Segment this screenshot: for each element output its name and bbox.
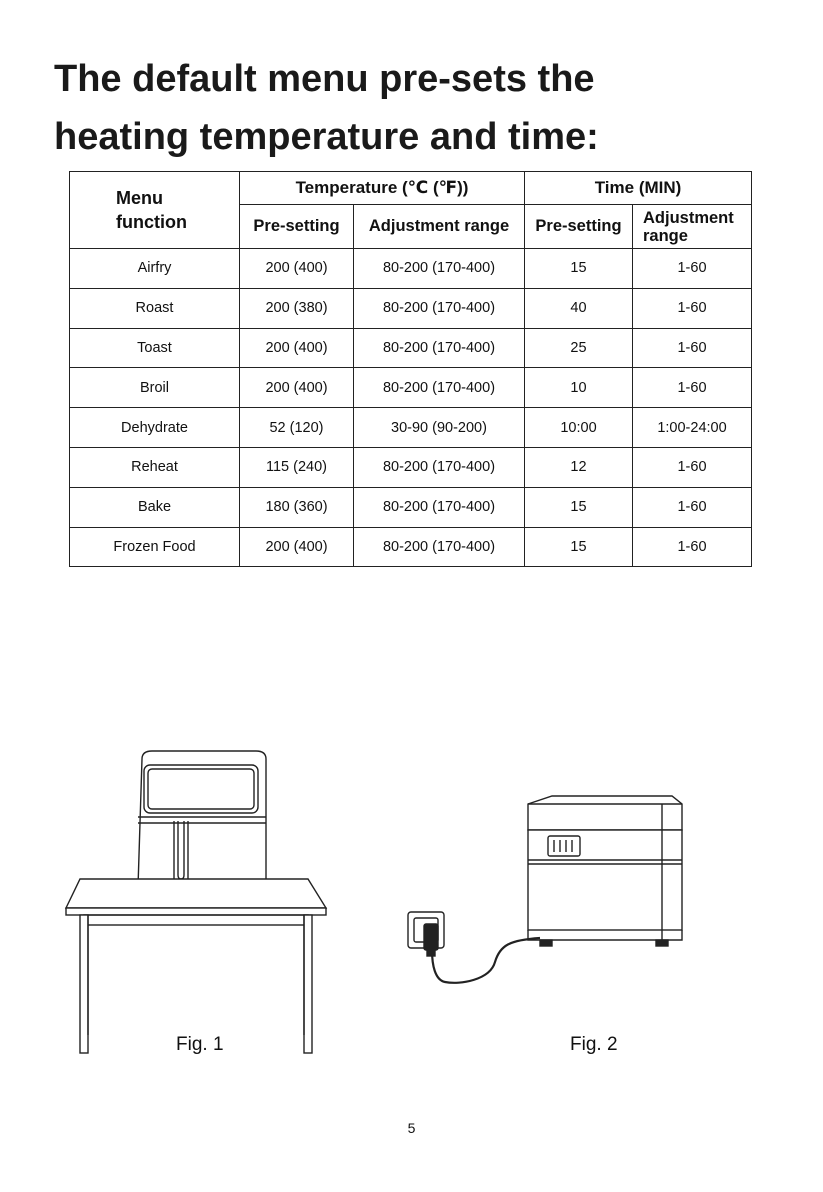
cell-time-preset: 25 — [525, 328, 633, 368]
cell-temp-range: 80-200 (170-400) — [354, 447, 525, 487]
cell-menu: Reheat — [70, 447, 240, 487]
cell-menu: Airfry — [70, 249, 240, 289]
cell-temp-range: 80-200 (170-400) — [354, 487, 525, 527]
table-row — [70, 368, 752, 408]
preset-table — [69, 171, 752, 567]
cell-time-range: 1-60 — [633, 328, 752, 368]
cell-temp-preset: 180 (360) — [240, 487, 354, 527]
cell-menu: Bake — [70, 487, 240, 527]
cell-time-range: 1-60 — [633, 487, 752, 527]
fig2-label: Fig. 2 — [570, 1034, 618, 1055]
title-line-2: heating temperature and time: — [54, 116, 599, 158]
cell-temp-preset: 52 (120) — [240, 408, 354, 448]
cell-time-preset: 15 — [525, 527, 633, 567]
cell-temp-range: 80-200 (170-400) — [354, 249, 525, 289]
time-range-header: Adjustment range — [633, 205, 752, 249]
fig1-airfryer-on-table-illustration — [60, 745, 332, 1060]
cell-temp-preset: 200 (400) — [240, 249, 354, 289]
cell-time-range: 1-60 — [633, 527, 752, 567]
cell-temp-range: 80-200 (170-400) — [354, 328, 525, 368]
temp-preset-header: Pre-setting — [240, 205, 354, 249]
cell-time-range: 1-60 — [633, 447, 752, 487]
cell-temp-preset: 200 (380) — [240, 288, 354, 328]
table-header-row — [70, 172, 752, 205]
menu-function-header: Menu function — [70, 172, 240, 249]
page-title — [54, 50, 774, 166]
cell-temp-preset: 200 (400) — [240, 527, 354, 567]
fig2-airfryer-plugged-illustration — [400, 790, 700, 1000]
cell-time-preset: 40 — [525, 288, 633, 328]
page-number: 5 — [407, 1120, 416, 1136]
cell-time-range: 1-60 — [633, 249, 752, 289]
cell-menu: Toast — [70, 328, 240, 368]
time-preset-header: Pre-setting — [525, 205, 633, 249]
title-line-1: The default menu pre-sets the — [54, 58, 595, 100]
table-row — [70, 249, 752, 289]
cell-temp-preset: 200 (400) — [240, 368, 354, 408]
table-row — [70, 328, 752, 368]
table-row — [70, 487, 752, 527]
table-row — [70, 447, 752, 487]
cell-menu: Roast — [70, 288, 240, 328]
time-header: Time (MIN) — [525, 172, 752, 205]
cell-time-preset: 15 — [525, 249, 633, 289]
cell-temp-preset: 200 (400) — [240, 328, 354, 368]
cell-time-range: 1-60 — [633, 368, 752, 408]
cell-temp-preset: 115 (240) — [240, 447, 354, 487]
table-row — [70, 288, 752, 328]
cell-time-range: 1:00-24:00 — [633, 408, 752, 448]
cell-menu: Frozen Food — [70, 527, 240, 567]
fig1-label: Fig. 1 — [176, 1034, 224, 1055]
cell-time-preset: 10 — [525, 368, 633, 408]
cell-time-range: 1-60 — [633, 288, 752, 328]
cell-menu: Dehydrate — [70, 408, 240, 448]
table-row — [70, 408, 752, 448]
temp-range-header: Adjustment range — [354, 205, 525, 249]
cell-temp-range: 80-200 (170-400) — [354, 368, 525, 408]
cell-temp-range: 80-200 (170-400) — [354, 527, 525, 567]
cell-time-preset: 15 — [525, 487, 633, 527]
temperature-header: Temperature (℃ (℉)) — [240, 172, 525, 205]
cell-temp-range: 80-200 (170-400) — [354, 288, 525, 328]
cell-time-preset: 10:00 — [525, 408, 633, 448]
cell-time-preset: 12 — [525, 447, 633, 487]
cell-menu: Broil — [70, 368, 240, 408]
table-row — [70, 527, 752, 567]
cell-temp-range: 30-90 (90-200) — [354, 408, 525, 448]
